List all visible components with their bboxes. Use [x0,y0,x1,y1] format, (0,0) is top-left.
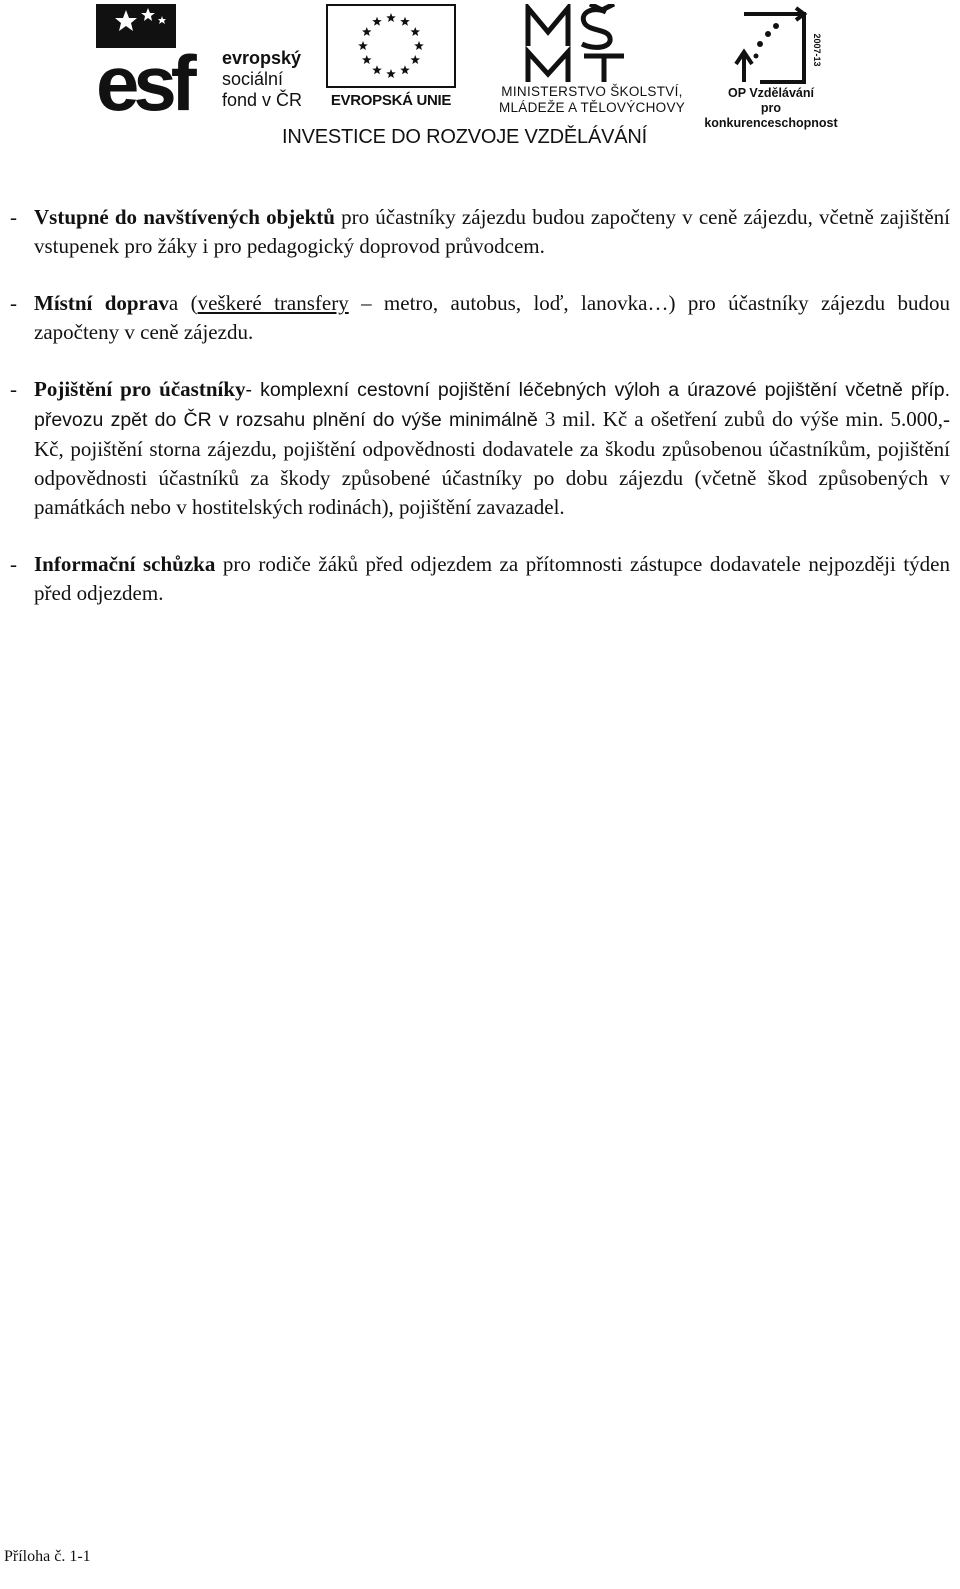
op-logo [696,4,846,130]
esf-logo [96,4,316,112]
esf-line-1: evropský [222,48,302,68]
item-heading: Informační schůzka [34,552,216,576]
svg-text:2007-13: 2007-13 [812,33,822,67]
item-text: – metro, autobus, loď, lanovka…) pro účastníky zájezdu budou započteny v ceně zájezdu. [34,291,950,344]
msmt-logo [492,4,692,115]
item-underlined-text: veškeré transfery [197,291,349,315]
msmt-line-1: MINISTERSTVO ŠKOLSTVÍ, [501,84,683,99]
item-text: 3 mil. Kč a ošetření zubů do výše min. 5.000,- Kč, pojištění storna zájezdu, pojištění odpovědnosti dodavatele za škodu způsobenou účastníkům, pojištění odpovědnosti účastníků za škody způsobené účastníky po dobu zájezdu (včetně škod způsobených v památkách nebo v hostitelských rodinách), pojištění zavazadel. [34,407,951,519]
eu-caption: EVROPSKÁ UNIE [330,92,452,109]
document-body [10,203,950,636]
list-dash: - [10,205,17,229]
page-footer: Příloha č. 1-1 [4,1548,91,1565]
item-text: pro rodiče žáků před odjezdem za přítomnosti zástupce dodavatele nejpozději týden před odjezdem. [34,552,950,605]
list-dash: - [10,291,17,315]
esf-line-2: sociální [222,69,284,89]
logo-bar [0,0,960,160]
list-item-schuzka [10,550,950,608]
esf-line-3: fond v ČR [222,90,303,110]
item-heading: Pojištění pro účastníky [34,377,246,401]
item-text-sans: - komplexní cestovní pojištění léčebných výloh a úrazové pojištění včetně příp. převozu zpět do ČR v rozsahu plnění do výše minimálně [34,379,950,431]
msmt-line-2: MLÁDEŽE A TĚLOVÝCHOVY [498,100,686,115]
header-tagline: INVESTICE DO ROZVOJE VZDĚLÁVÁNÍ [282,126,647,148]
list-item-pojisteni [10,375,950,522]
svg-text:esf: esf [96,39,191,112]
list-item-doprava [10,289,950,347]
item-heading-tail: a ( [168,291,198,315]
item-text: pro účastníky zájezdu budou započteny v ceně zájezdu, včetně zajištění vstupenek pro žáky i pro pedagogický doprovod průvodcem. [34,205,950,258]
op-line-1: OP Vzdělávání [728,86,814,100]
item-heading: Vstupné do navštívených objektů [34,205,335,229]
eu-flag-icon [326,4,456,88]
list-dash: - [10,377,17,401]
op-logo-graphic [730,4,826,88]
item-heading: Místní doprav [34,291,169,315]
list-item-vstupne [10,203,950,261]
op-line-2: pro konkurenceschopnost [704,101,838,130]
list-dash: - [10,552,17,576]
msmt-mark-icon [524,4,644,84]
eu-logo [326,4,456,112]
